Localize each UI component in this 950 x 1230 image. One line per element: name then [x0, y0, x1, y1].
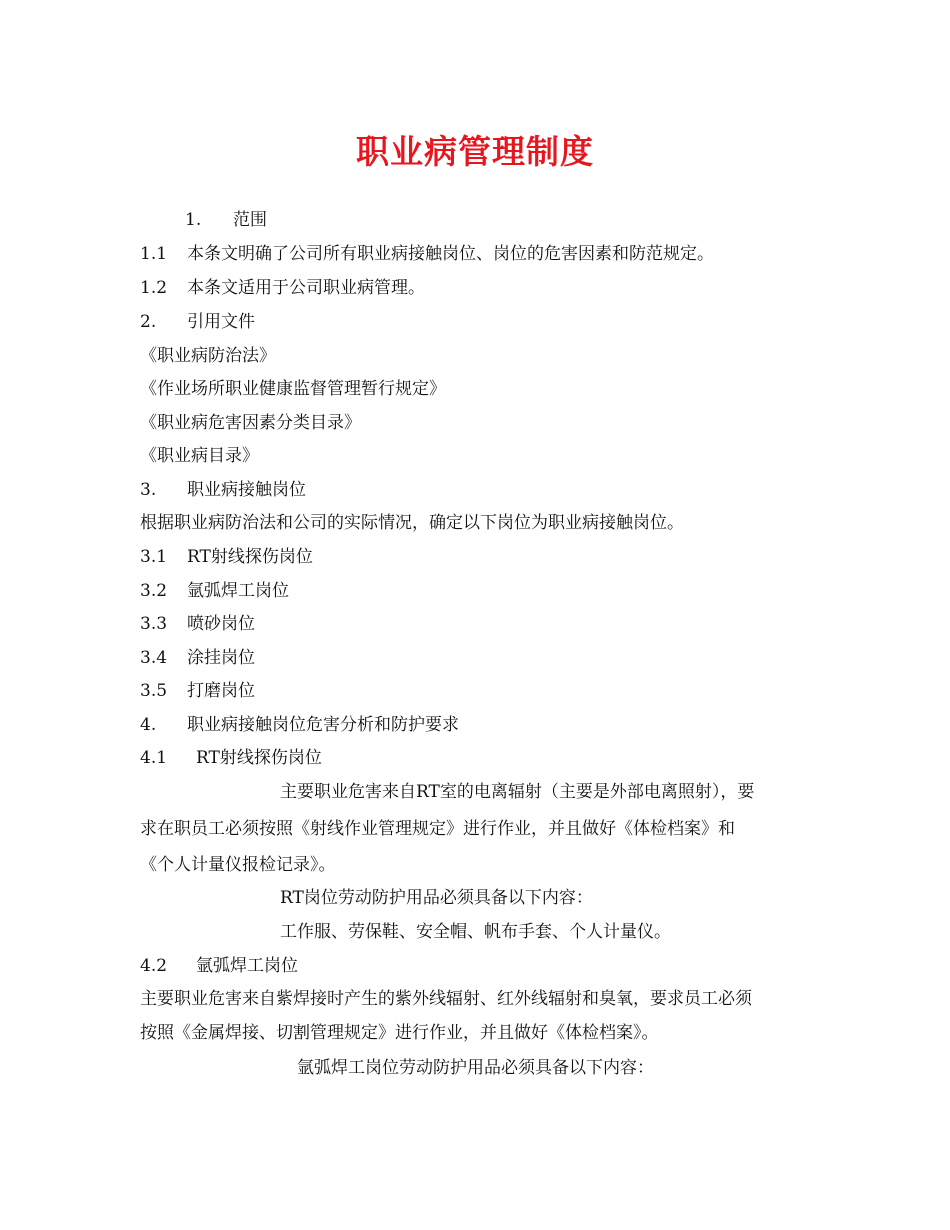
clause-text: 氩弧焊工岗位 — [196, 956, 298, 976]
clause-number: 1.1 — [140, 244, 168, 264]
clause-number: 3.3 — [140, 614, 168, 634]
section-title: 引用文件 — [187, 312, 255, 332]
clause-number: 4.1 — [140, 748, 168, 768]
section-title: 职业病接触岗位 — [187, 480, 306, 500]
reference-item: 《职业病目录》 — [140, 446, 259, 466]
section-3-heading — [140, 478, 306, 502]
clause-text: RT射线探伤岗位 — [196, 748, 322, 768]
paragraph-line: 主要职业危害来自紫焊接时产生的紫外线辐射、红外线辐射和臭氧，要求员工必须 — [140, 989, 752, 1009]
clause-1-1 — [140, 242, 714, 266]
clause-3-1 — [140, 545, 313, 569]
section-number: 3. — [140, 480, 157, 500]
clause-1-2 — [140, 276, 425, 300]
section-number: 2. — [140, 312, 157, 332]
clause-4-1 — [140, 746, 322, 770]
section-title: 职业病接触岗位危害分析和防护要求 — [187, 715, 459, 735]
clause-text: 喷砂岗位 — [187, 614, 255, 634]
paragraph-line: 《个人计量仪报检记录》。 — [140, 855, 336, 875]
clause-number: 3.5 — [140, 681, 168, 701]
clause-3-3 — [140, 612, 255, 636]
clause-3-4 — [140, 646, 255, 670]
section-1-heading — [185, 208, 267, 232]
clause-number: 4.2 — [140, 956, 168, 976]
clause-text: RT射线探伤岗位 — [187, 547, 313, 567]
clause-text: 氩弧焊工岗位 — [187, 581, 289, 601]
reference-item: 《职业病危害因素分类目录》 — [140, 413, 361, 433]
paragraph-line: 工作服、劳保鞋、安全帽、帆布手套、个人计量仪。 — [280, 922, 671, 942]
section-number: 1. — [185, 210, 202, 230]
clause-text: 本条文明确了公司所有职业病接触岗位、岗位的危害因素和防范规定。 — [187, 244, 714, 264]
section-2-heading — [140, 310, 255, 334]
reference-item: 《职业病防治法》 — [140, 346, 276, 366]
clause-text: 本条文适用于公司职业病管理。 — [187, 278, 425, 298]
clause-4-2 — [140, 954, 298, 978]
reference-item: 《作业场所职业健康监督管理暂行规定》 — [140, 379, 446, 399]
section-title: 范围 — [233, 210, 267, 230]
section-3-intro: 根据职业病防治法和公司的实际情况，确定以下岗位为职业病接触岗位。 — [140, 513, 684, 533]
document-title: 职业病管理制度 — [356, 132, 594, 171]
clause-text: 打磨岗位 — [187, 681, 255, 701]
clause-number: 3.4 — [140, 648, 168, 668]
paragraph-line: 氩弧焊工岗位劳动防护用品必须具备以下内容： — [297, 1058, 654, 1078]
clause-3-5 — [140, 679, 255, 703]
clause-text: 涂挂岗位 — [187, 648, 255, 668]
clause-number: 1.2 — [140, 278, 168, 298]
clause-number: 3.2 — [140, 581, 168, 601]
section-4-heading — [140, 713, 459, 737]
paragraph-line: 求在职员工必须按照《射线作业管理规定》进行作业，并且做好《体检档案》和 — [140, 819, 735, 839]
paragraph-line: RT岗位劳动防护用品必须具备以下内容： — [280, 888, 593, 908]
clause-number: 3.1 — [140, 547, 168, 567]
paragraph-line: 主要职业危害来自RT室的电离辐射（主要是外部电离照射），要 — [280, 782, 755, 802]
paragraph-line: 按照《金属焊接、切割管理规定》进行作业，并且做好《体检档案》。 — [140, 1023, 659, 1043]
section-number: 4. — [140, 715, 157, 735]
clause-3-2 — [140, 579, 289, 603]
